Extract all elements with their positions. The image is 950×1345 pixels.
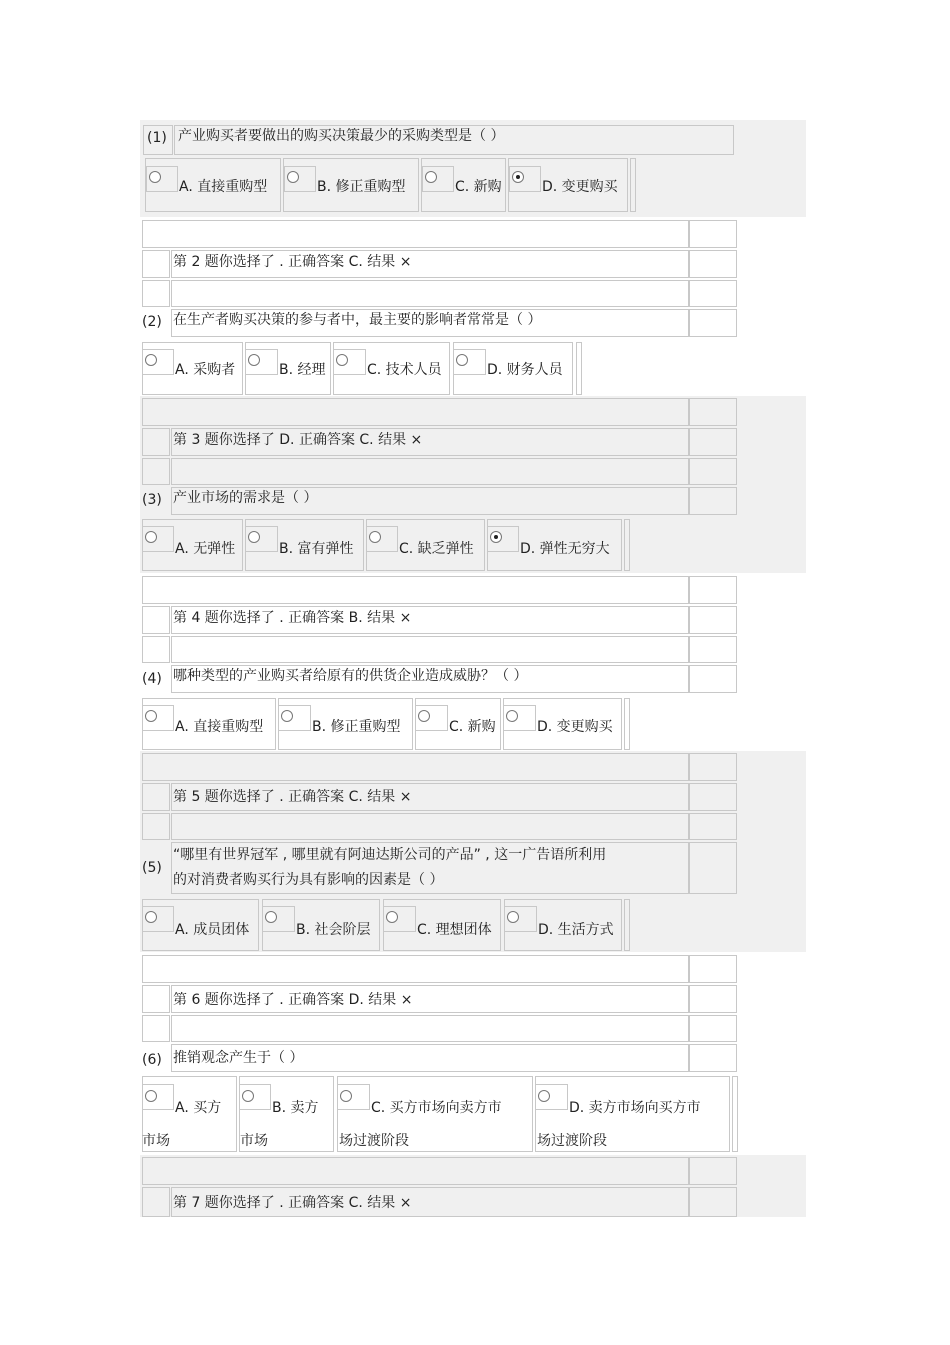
r3-spacer-bot-mid — [171, 458, 689, 485]
r3-right-cell — [689, 428, 737, 456]
q4-right-cell — [689, 665, 737, 693]
r2-spacer-top-right — [689, 220, 737, 248]
r4-spacer-top-right — [689, 576, 737, 604]
r7-spacer-top-right — [689, 1157, 737, 1185]
q3-options-end — [624, 519, 630, 571]
q5-option-d-label: D. 生活方式 — [538, 922, 614, 938]
q6-option-b-label-2: 市场 — [240, 1133, 268, 1149]
result-6-text: 第 6 题你选择了 . 正确答案 D. 结果 × — [173, 992, 413, 1008]
q1-options-end — [630, 158, 636, 212]
question-5-text-line-1: “哪里有世界冠军 , 哪里就有阿迪达斯公司的产品” , 这一广告语所利用 — [173, 847, 607, 863]
q2-radio-d[interactable] — [456, 354, 468, 366]
q4-option-a-label: A. 直接重购型 — [175, 719, 264, 735]
q3-option-c-label: C. 缺乏弹性 — [399, 541, 474, 557]
question-1-number: (1) — [147, 130, 167, 146]
q5-option-c-label: C. 理想团体 — [417, 922, 492, 938]
q1-radio-b[interactable] — [287, 171, 299, 183]
q6-option-a-label-2: 市场 — [142, 1133, 170, 1149]
q4-radio-c[interactable] — [418, 710, 430, 722]
q3-radio-a[interactable] — [145, 531, 157, 543]
q1-radio-d[interactable] — [512, 171, 524, 183]
q1-option-c-label: C. 新购 — [455, 179, 502, 195]
r3-spacer-bot-right — [689, 458, 737, 485]
q6-radio-a[interactable] — [145, 1090, 157, 1102]
question-2-number: (2) — [142, 314, 162, 330]
r4-right-cell — [689, 606, 737, 634]
q5-option-b-label: B. 社会阶层 — [296, 922, 371, 938]
q5-radio-b[interactable] — [265, 911, 277, 923]
q3-radio-c[interactable] — [369, 531, 381, 543]
q6-option-b-label-1: B. 卖方 — [272, 1100, 319, 1116]
question-4-text: 哪种类型的产业购买者给原有的供货企业造成威胁？（ ） — [173, 668, 528, 684]
q1-option-a-label: A. 直接重购型 — [179, 179, 268, 195]
result-7-text: 第 7 题你选择了 . 正确答案 C. 结果 × — [173, 1195, 412, 1211]
r2-spacer-bot-num — [142, 280, 170, 307]
q6-option-c-label-2: 场过渡阶段 — [339, 1133, 409, 1149]
q6-radio-b[interactable] — [242, 1090, 254, 1102]
r4-spacer-bot-num — [142, 636, 170, 663]
result-4-text: 第 4 题你选择了 . 正确答案 B. 结果 × — [173, 610, 412, 626]
q1-option-d-label: D. 变更购买 — [542, 179, 618, 195]
q5-radio-c[interactable] — [386, 911, 398, 923]
q4-option-c-label: C. 新购 — [449, 719, 496, 735]
r5-right-cell — [689, 783, 737, 811]
r5-num-cell — [142, 783, 170, 811]
q4-option-b-label: B. 修正重购型 — [312, 719, 401, 735]
q4-radio-b[interactable] — [281, 710, 293, 722]
q1-radio-c[interactable] — [425, 171, 437, 183]
result-5-text: 第 5 题你选择了 . 正确答案 C. 结果 × — [173, 789, 412, 805]
q6-radio-d[interactable] — [538, 1090, 550, 1102]
q5-right-cell — [689, 842, 737, 894]
q5-radio-d[interactable] — [507, 911, 519, 923]
q6-option-c-label-1: C. 买方市场向卖方市 — [371, 1100, 502, 1116]
r5-spacer-bot-num — [142, 813, 170, 840]
question-6-text: 推销观念产生于（ ） — [173, 1050, 304, 1066]
question-3-number: (3) — [142, 492, 162, 508]
r4-num-cell — [142, 606, 170, 634]
r4-spacer-bot-right — [689, 636, 737, 663]
question-4-number: (4) — [142, 671, 162, 687]
r6-spacer-top-right — [689, 955, 737, 983]
r2-spacer-top-left — [142, 220, 689, 248]
r2-spacer-bot-right — [689, 280, 737, 307]
r5-spacer-bot-right — [689, 813, 737, 840]
r3-num-cell — [142, 428, 170, 456]
question-2-text: 在生产者购买决策的参与者中，最主要的影响者常常是（ ） — [173, 312, 542, 328]
r7-spacer-top-left — [142, 1157, 689, 1185]
q2-radio-c[interactable] — [336, 354, 348, 366]
r7-right-cell — [689, 1187, 737, 1217]
q5-radio-a[interactable] — [145, 911, 157, 923]
q3-radio-d[interactable] — [490, 531, 502, 543]
question-6-number: (6) — [142, 1052, 162, 1068]
q4-radio-d[interactable] — [506, 710, 518, 722]
r6-spacer-bot-mid — [171, 1015, 689, 1042]
q2-options-end — [576, 342, 582, 395]
r6-spacer-bot-num — [142, 1015, 170, 1042]
r5-spacer-top-right — [689, 753, 737, 781]
r6-num-cell — [142, 985, 170, 1013]
q2-radio-a[interactable] — [145, 354, 157, 366]
q2-option-a-label: A. 采购者 — [175, 362, 236, 378]
q2-option-c-label: C. 技术人员 — [367, 362, 442, 378]
q2-option-d-label: D. 财务人员 — [487, 362, 563, 378]
question-5-number: (5) — [142, 860, 162, 876]
r2-right-cell — [689, 250, 737, 278]
r5-spacer-bot-mid — [171, 813, 689, 840]
r7-num-cell — [142, 1187, 170, 1217]
r3-spacer-top-right — [689, 398, 737, 426]
q3-radio-b[interactable] — [248, 531, 260, 543]
r6-right-cell — [689, 985, 737, 1013]
q3-option-d-label: D. 弹性无穷大 — [520, 541, 610, 557]
q3-option-b-label: B. 富有弹性 — [279, 541, 354, 557]
q2-radio-b[interactable] — [248, 354, 260, 366]
q4-radio-a[interactable] — [145, 710, 157, 722]
q3-right-cell — [689, 487, 737, 515]
r6-spacer-bot-right — [689, 1015, 737, 1042]
r2-num-cell — [142, 250, 170, 278]
r6-spacer-top-left — [142, 955, 689, 983]
r4-spacer-top-left — [142, 576, 689, 604]
q5-options-end — [624, 899, 630, 951]
q6-right-cell — [689, 1044, 737, 1072]
q6-radio-c[interactable] — [340, 1090, 352, 1102]
q6-option-d-label-2: 场过渡阶段 — [537, 1133, 607, 1149]
question-5-text-line-2: 的对消费者购买行为具有影响的因素是（ ） — [173, 872, 444, 888]
q6-options-end — [732, 1076, 738, 1152]
q6-option-a-label-1: A. 买方 — [175, 1100, 222, 1116]
r5-spacer-top-left — [142, 753, 689, 781]
q4-option-d-label: D. 变更购买 — [537, 719, 613, 735]
question-1-text: 产业购买者要做出的购买决策最少的采购类型是（ ） — [178, 128, 505, 144]
q1-radio-a[interactable] — [149, 171, 161, 183]
r4-spacer-bot-mid — [171, 636, 689, 663]
result-3-text: 第 3 题你选择了 D. 正确答案 C. 结果 × — [173, 432, 423, 448]
q3-option-a-label: A. 无弹性 — [175, 541, 236, 557]
r3-spacer-top-left — [142, 398, 689, 426]
q1-option-b-label: B. 修正重购型 — [317, 179, 406, 195]
q2-right-cell — [689, 309, 737, 337]
question-3-text: 产业市场的需求是（ ） — [173, 490, 318, 506]
result-2-text: 第 2 题你选择了 . 正确答案 C. 结果 × — [173, 254, 412, 270]
r2-spacer-bot-mid — [171, 280, 689, 307]
r3-spacer-bot-num — [142, 458, 170, 485]
q2-option-b-label: B. 经理 — [279, 362, 326, 378]
q5-option-a-label: A. 成员团体 — [175, 922, 250, 938]
q6-option-d-label-1: D. 卖方市场向买方市 — [569, 1100, 701, 1116]
q4-options-end — [624, 698, 630, 750]
